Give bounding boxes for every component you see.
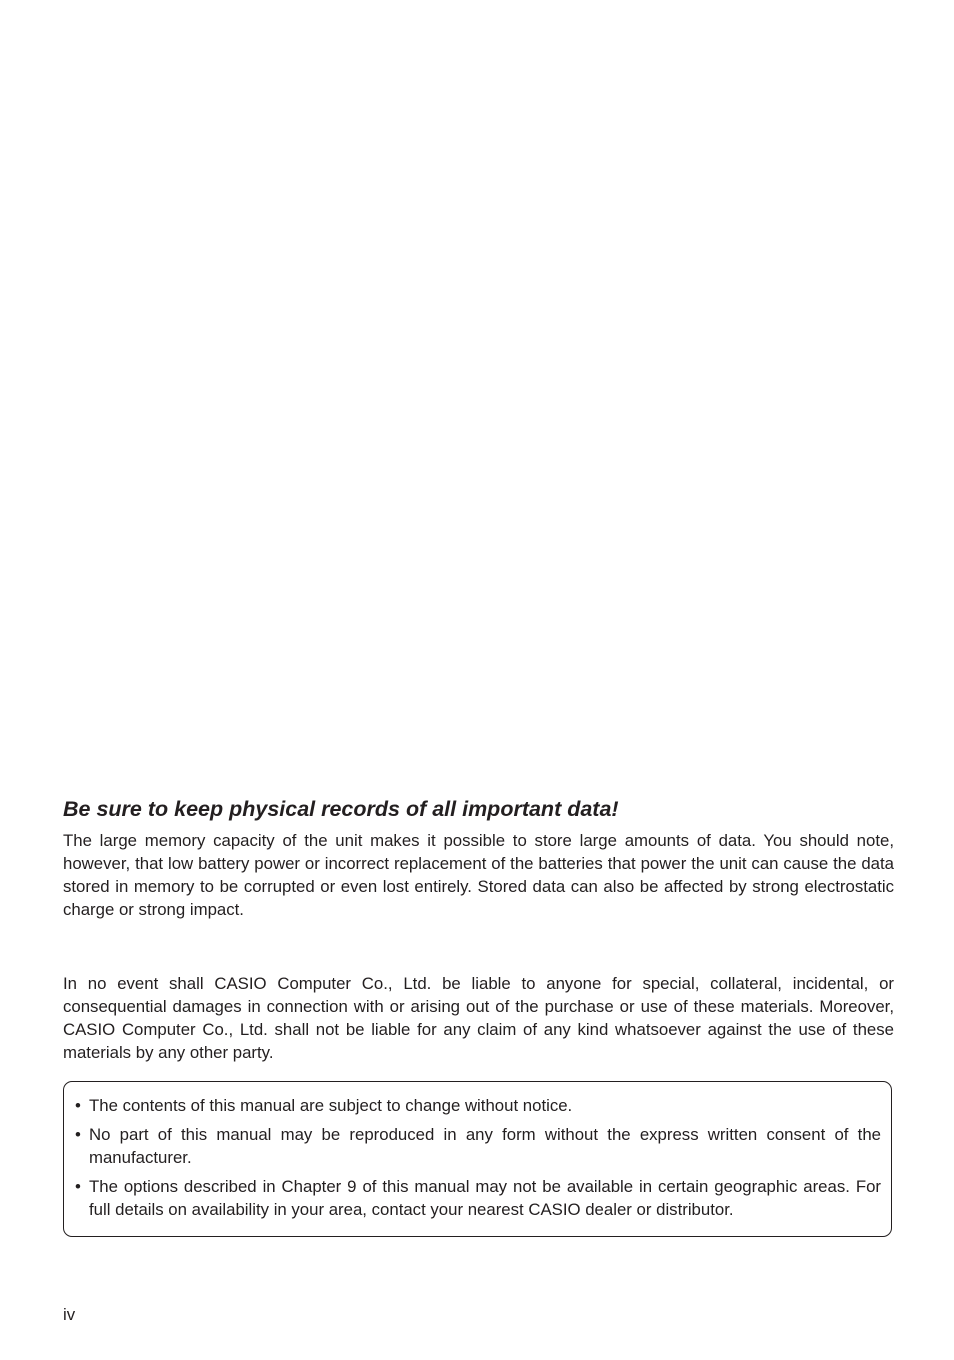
notice-box — [63, 1081, 892, 1237]
liability-disclaimer-paragraph: In no event shall CASIO Computer Co., Ltd. be liable to anyone for special, collateral, incidental, or consequential damages in connection with or arising out of the purchase or use of these materials. Moreover, CASIO Computer Co., Ltd. shall not be liable for any claim of any kind whatsoever against the use of these materials by any other party. — [63, 974, 894, 1062]
memory-warning-paragraph: The large memory capacity of the unit makes it possible to store large amounts of data. You should note, however, that low battery power or incorrect replacement of the batteries that power the unit can cause the data stored in memory to be corrupted or even lost entirely. Stored data can also be affected by strong electrostatic charge or strong impact. — [63, 831, 894, 919]
notice-item — [75, 1175, 881, 1221]
notice-item-text: The options described in Chapter 9 of this manual may not be available in certain geographic areas. For full details on availability in your area, contact your nearest CASIO dealer or distributor. — [89, 1177, 881, 1219]
notice-item — [75, 1123, 881, 1169]
bullet-icon: • — [75, 1177, 81, 1196]
page-number: iv — [63, 1305, 76, 1324]
bullet-icon: • — [75, 1125, 81, 1144]
notice-item-text: No part of this manual may be reproduced in any form without the express written consent of the manufacturer. — [89, 1125, 881, 1167]
notice-item — [75, 1094, 881, 1117]
notice-list — [75, 1094, 881, 1227]
notice-item-text: The contents of this manual are subject to change without notice. — [89, 1096, 573, 1115]
section-heading: Be sure to keep physical records of all important data! — [63, 797, 619, 821]
bullet-icon: • — [75, 1096, 81, 1115]
